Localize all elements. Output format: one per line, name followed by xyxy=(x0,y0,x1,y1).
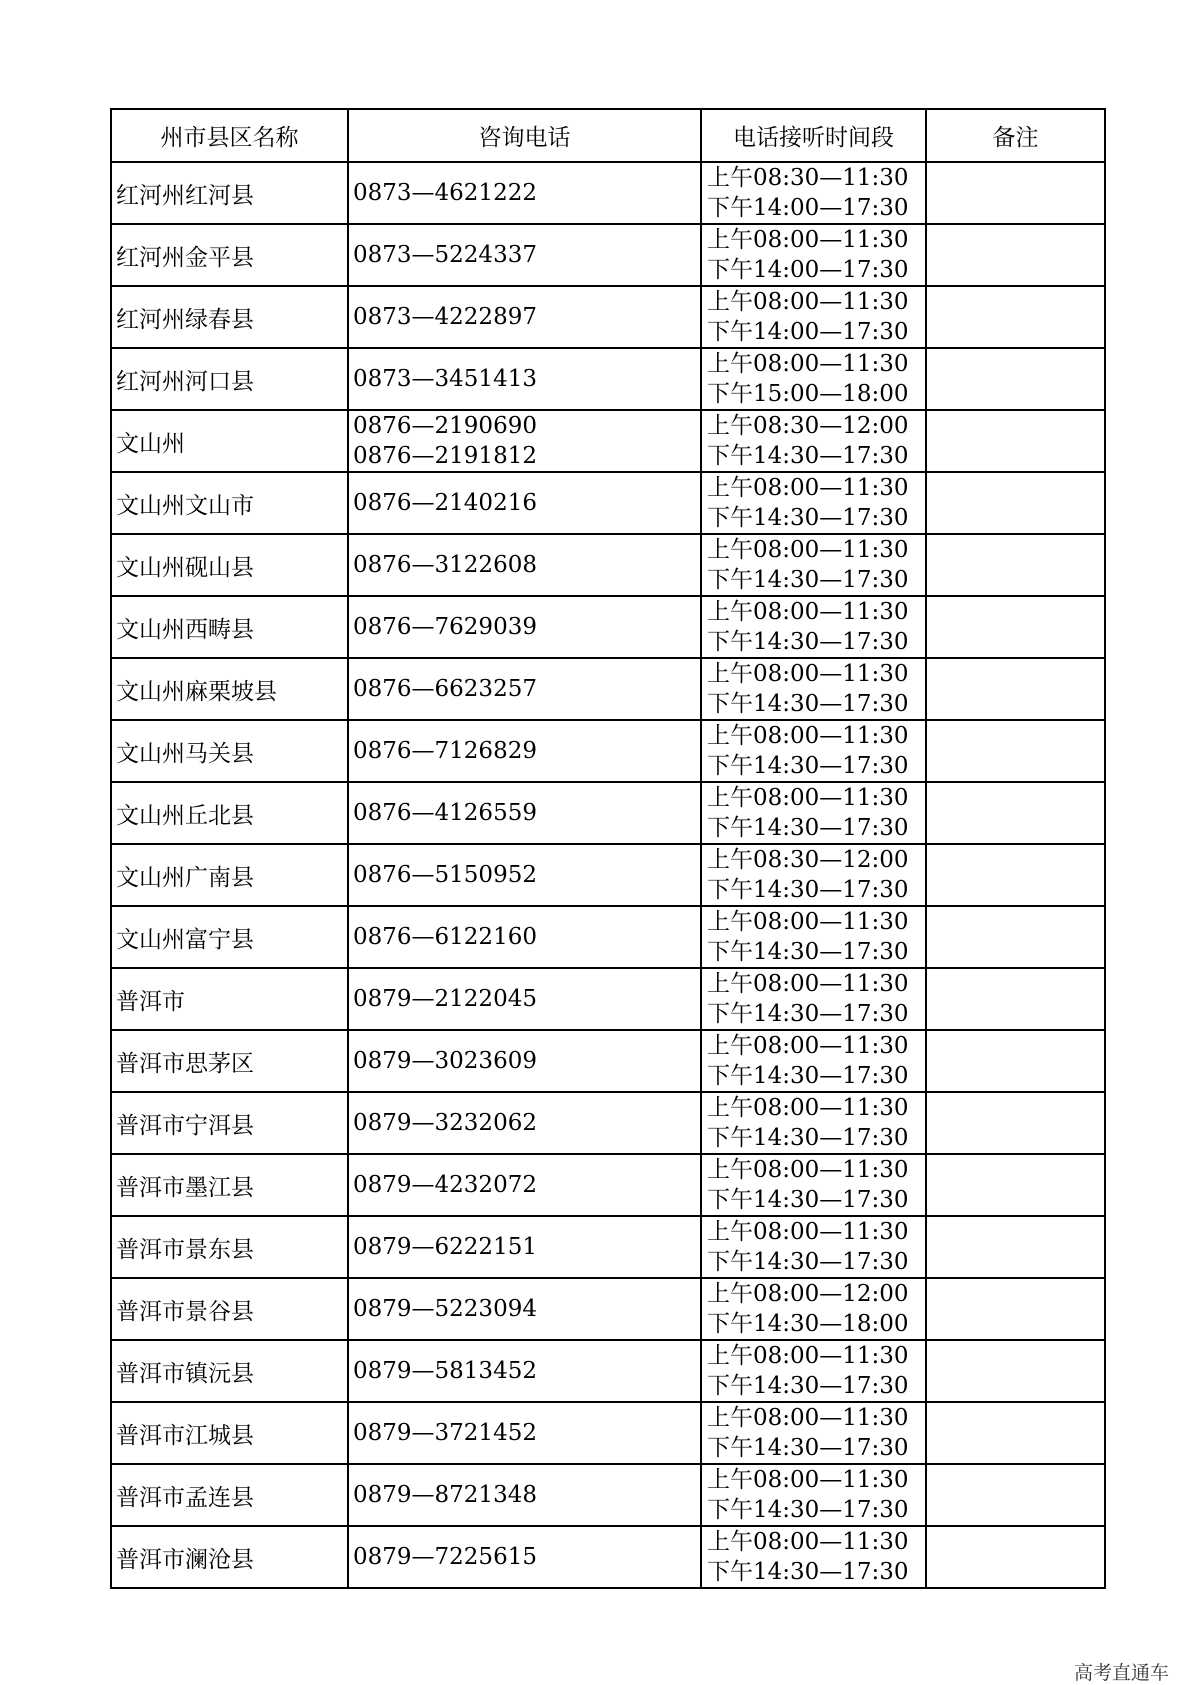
note-cell xyxy=(926,596,1105,658)
table-row xyxy=(111,968,1105,1030)
phone-number: 0879—5813452 xyxy=(353,1358,537,1384)
phone-number: 0873—5224337 xyxy=(353,242,537,268)
afternoon-hours: 下午14:30—17:30 xyxy=(707,1435,909,1461)
phone-cell xyxy=(348,968,701,1030)
hours-cell xyxy=(701,596,926,658)
phone-number: 0879—8721348 xyxy=(353,1482,537,1508)
note-cell xyxy=(926,844,1105,906)
note-cell xyxy=(926,658,1105,720)
table-row xyxy=(111,1216,1105,1278)
morning-hours: 上午08:00—11:30 xyxy=(707,475,909,501)
hours-cell xyxy=(701,844,926,906)
hours-cell xyxy=(701,1340,926,1402)
note-cell xyxy=(926,1154,1105,1216)
note-cell xyxy=(926,286,1105,348)
hours-cell xyxy=(701,906,926,968)
morning-hours: 上午08:00—11:30 xyxy=(707,1343,909,1369)
region-name: 普洱市镇沅县 xyxy=(111,1340,348,1402)
hours-cell xyxy=(701,472,926,534)
hours-cell xyxy=(701,1216,926,1278)
morning-hours: 上午08:00—11:30 xyxy=(707,1529,909,1555)
region-name: 红河州红河县 xyxy=(111,162,348,224)
note-cell xyxy=(926,906,1105,968)
phone-cell xyxy=(348,472,701,534)
afternoon-hours: 下午14:00—17:30 xyxy=(707,257,909,283)
region-name: 文山州马关县 xyxy=(111,720,348,782)
hours-cell xyxy=(701,410,926,472)
morning-hours: 上午08:00—12:00 xyxy=(707,1281,909,1307)
region-name: 红河州绿春县 xyxy=(111,286,348,348)
phone-number: 0879—6222151 xyxy=(353,1234,537,1260)
note-cell xyxy=(926,782,1105,844)
region-name: 文山州砚山县 xyxy=(111,534,348,596)
phone-number: 0876—2190690 xyxy=(353,413,537,439)
header-note: 备注 xyxy=(926,109,1105,162)
morning-hours: 上午08:00—11:30 xyxy=(707,785,909,811)
morning-hours: 上午08:00—11:30 xyxy=(707,1405,909,1431)
hours-cell xyxy=(701,286,926,348)
header-name: 州市县区名称 xyxy=(111,109,348,162)
afternoon-hours: 下午14:30—17:30 xyxy=(707,1125,909,1151)
phone-cell xyxy=(348,1092,701,1154)
phone-cell xyxy=(348,658,701,720)
watermark: 高考直通车 xyxy=(1073,1662,1169,1684)
afternoon-hours: 下午14:30—17:30 xyxy=(707,1249,909,1275)
morning-hours: 上午08:00—11:30 xyxy=(707,599,909,625)
note-cell xyxy=(926,720,1105,782)
note-cell xyxy=(926,1464,1105,1526)
table-header-row xyxy=(111,109,1105,162)
phone-number: 0873—3451413 xyxy=(353,366,537,392)
table-row xyxy=(111,162,1105,224)
phone-cell xyxy=(348,162,701,224)
morning-hours: 上午08:00—11:30 xyxy=(707,1157,909,1183)
phone-number: 0876—3122608 xyxy=(353,552,537,578)
region-name: 红河州河口县 xyxy=(111,348,348,410)
table-row xyxy=(111,1526,1105,1588)
morning-hours: 上午08:00—11:30 xyxy=(707,1219,909,1245)
phone-number: 0876—6623257 xyxy=(353,676,537,702)
hours-cell xyxy=(701,348,926,410)
afternoon-hours: 下午14:30—17:30 xyxy=(707,691,909,717)
note-cell xyxy=(926,1092,1105,1154)
phone-cell xyxy=(348,906,701,968)
hours-cell xyxy=(701,968,926,1030)
hours-cell xyxy=(701,1402,926,1464)
afternoon-hours: 下午14:30—17:30 xyxy=(707,939,909,965)
hours-cell xyxy=(701,1464,926,1526)
region-name: 普洱市景谷县 xyxy=(111,1278,348,1340)
morning-hours: 上午08:00—11:30 xyxy=(707,723,909,749)
note-cell xyxy=(926,1526,1105,1588)
phone-cell xyxy=(348,1216,701,1278)
header-hours: 电话接听时间段 xyxy=(701,109,926,162)
note-cell xyxy=(926,1216,1105,1278)
table-body xyxy=(111,162,1105,1588)
region-name: 普洱市澜沧县 xyxy=(111,1526,348,1588)
afternoon-hours: 下午14:30—17:30 xyxy=(707,753,909,779)
afternoon-hours: 下午14:30—17:30 xyxy=(707,1497,909,1523)
phone-number: 0876—7629039 xyxy=(353,614,537,640)
table-row xyxy=(111,1340,1105,1402)
region-name: 普洱市宁洱县 xyxy=(111,1092,348,1154)
phone-cell xyxy=(348,1464,701,1526)
afternoon-hours: 下午14:30—17:30 xyxy=(707,629,909,655)
hours-cell xyxy=(701,1278,926,1340)
afternoon-hours: 下午14:00—17:30 xyxy=(707,319,909,345)
phone-cell xyxy=(348,1402,701,1464)
afternoon-hours: 下午15:00—18:00 xyxy=(707,381,909,407)
phone-cell xyxy=(348,844,701,906)
note-cell xyxy=(926,534,1105,596)
hours-cell xyxy=(701,1030,926,1092)
phone-cell xyxy=(348,1030,701,1092)
phone-number: 0879—7225615 xyxy=(353,1544,537,1570)
note-cell xyxy=(926,410,1105,472)
table-row xyxy=(111,1154,1105,1216)
table-row xyxy=(111,782,1105,844)
afternoon-hours: 下午14:30—17:30 xyxy=(707,505,909,531)
afternoon-hours: 下午14:30—17:30 xyxy=(707,1559,909,1585)
note-cell xyxy=(926,1030,1105,1092)
table-row xyxy=(111,410,1105,472)
phone-number: 0873—4621222 xyxy=(353,180,537,206)
region-name: 文山州 xyxy=(111,410,348,472)
afternoon-hours: 下午14:30—18:00 xyxy=(707,1311,909,1337)
hours-cell xyxy=(701,1092,926,1154)
phone-cell xyxy=(348,348,701,410)
afternoon-hours: 下午14:30—17:30 xyxy=(707,1001,909,1027)
phone-cell xyxy=(348,224,701,286)
phone-number: 0876—4126559 xyxy=(353,800,537,826)
note-cell xyxy=(926,968,1105,1030)
note-cell xyxy=(926,472,1105,534)
hours-cell xyxy=(701,1526,926,1588)
phone-cell xyxy=(348,1278,701,1340)
phone-cell xyxy=(348,720,701,782)
phone-cell xyxy=(348,1154,701,1216)
phone-cell xyxy=(348,534,701,596)
region-name: 文山州广南县 xyxy=(111,844,348,906)
morning-hours: 上午08:00—11:30 xyxy=(707,289,909,315)
morning-hours: 上午08:00—11:30 xyxy=(707,227,909,253)
morning-hours: 上午08:30—12:00 xyxy=(707,413,909,439)
afternoon-hours: 下午14:30—17:30 xyxy=(707,1187,909,1213)
table-row xyxy=(111,658,1105,720)
table-row xyxy=(111,472,1105,534)
phone-cell xyxy=(348,782,701,844)
region-name: 文山州丘北县 xyxy=(111,782,348,844)
phone-number: 0879—3721452 xyxy=(353,1420,537,1446)
hours-cell xyxy=(701,658,926,720)
note-cell xyxy=(926,162,1105,224)
afternoon-hours: 下午14:30—17:30 xyxy=(707,877,909,903)
note-cell xyxy=(926,1402,1105,1464)
table-row xyxy=(111,1464,1105,1526)
table-row xyxy=(111,596,1105,658)
hours-cell xyxy=(701,162,926,224)
hours-cell xyxy=(701,720,926,782)
phone-cell xyxy=(348,1340,701,1402)
phone-number: 0876—2140216 xyxy=(353,490,537,516)
note-cell xyxy=(926,1278,1105,1340)
morning-hours: 上午08:00—11:30 xyxy=(707,351,909,377)
header-phone: 咨询电话 xyxy=(348,109,701,162)
hours-cell xyxy=(701,224,926,286)
region-name: 普洱市江城县 xyxy=(111,1402,348,1464)
phone-cell xyxy=(348,286,701,348)
phone-number: 0876—7126829 xyxy=(353,738,537,764)
phone-number: 0873—4222897 xyxy=(353,304,537,330)
afternoon-hours: 下午14:30—17:30 xyxy=(707,1373,909,1399)
morning-hours: 上午08:00—11:30 xyxy=(707,1467,909,1493)
afternoon-hours: 下午14:30—17:30 xyxy=(707,443,909,469)
phone-number: 0879—4232072 xyxy=(353,1172,537,1198)
afternoon-hours: 下午14:30—17:30 xyxy=(707,1063,909,1089)
note-cell xyxy=(926,348,1105,410)
phone-number: 0879—3023609 xyxy=(353,1048,537,1074)
morning-hours: 上午08:00—11:30 xyxy=(707,909,909,935)
region-name: 普洱市景东县 xyxy=(111,1216,348,1278)
table-row xyxy=(111,1278,1105,1340)
region-name: 普洱市墨江县 xyxy=(111,1154,348,1216)
phone-number: 0879—2122045 xyxy=(353,986,537,1012)
phone-number: 0876—5150952 xyxy=(353,862,537,888)
morning-hours: 上午08:00—11:30 xyxy=(707,1033,909,1059)
afternoon-hours: 下午14:30—17:30 xyxy=(707,567,909,593)
contact-table xyxy=(110,108,1106,1589)
region-name: 普洱市孟连县 xyxy=(111,1464,348,1526)
region-name: 普洱市 xyxy=(111,968,348,1030)
phone-number: 0876—6122160 xyxy=(353,924,537,950)
morning-hours: 上午08:00—11:30 xyxy=(707,971,909,997)
table-row xyxy=(111,224,1105,286)
note-cell xyxy=(926,224,1105,286)
morning-hours: 上午08:00—11:30 xyxy=(707,661,909,687)
phone-number: 0879—3232062 xyxy=(353,1110,537,1136)
phone-number: 0879—5223094 xyxy=(353,1296,537,1322)
afternoon-hours: 下午14:00—17:30 xyxy=(707,195,909,221)
hours-cell xyxy=(701,782,926,844)
region-name: 普洱市思茅区 xyxy=(111,1030,348,1092)
region-name: 红河州金平县 xyxy=(111,224,348,286)
table-row xyxy=(111,534,1105,596)
morning-hours: 上午08:30—12:00 xyxy=(707,847,909,873)
region-name: 文山州文山市 xyxy=(111,472,348,534)
phone-number: 0876—2191812 xyxy=(353,443,537,469)
hours-cell xyxy=(701,1154,926,1216)
table-row xyxy=(111,906,1105,968)
region-name: 文山州西畴县 xyxy=(111,596,348,658)
phone-cell xyxy=(348,1526,701,1588)
table-row xyxy=(111,286,1105,348)
table-row xyxy=(111,720,1105,782)
morning-hours: 上午08:30—11:30 xyxy=(707,165,909,191)
morning-hours: 上午08:00—11:30 xyxy=(707,1095,909,1121)
region-name: 文山州富宁县 xyxy=(111,906,348,968)
table-row xyxy=(111,1030,1105,1092)
region-name: 文山州麻栗坡县 xyxy=(111,658,348,720)
table-row xyxy=(111,348,1105,410)
note-cell xyxy=(926,1340,1105,1402)
phone-cell xyxy=(348,410,701,472)
table-row xyxy=(111,1402,1105,1464)
table-row xyxy=(111,1092,1105,1154)
afternoon-hours: 下午14:30—17:30 xyxy=(707,815,909,841)
phone-cell xyxy=(348,596,701,658)
table-row xyxy=(111,844,1105,906)
hours-cell xyxy=(701,534,926,596)
morning-hours: 上午08:00—11:30 xyxy=(707,537,909,563)
